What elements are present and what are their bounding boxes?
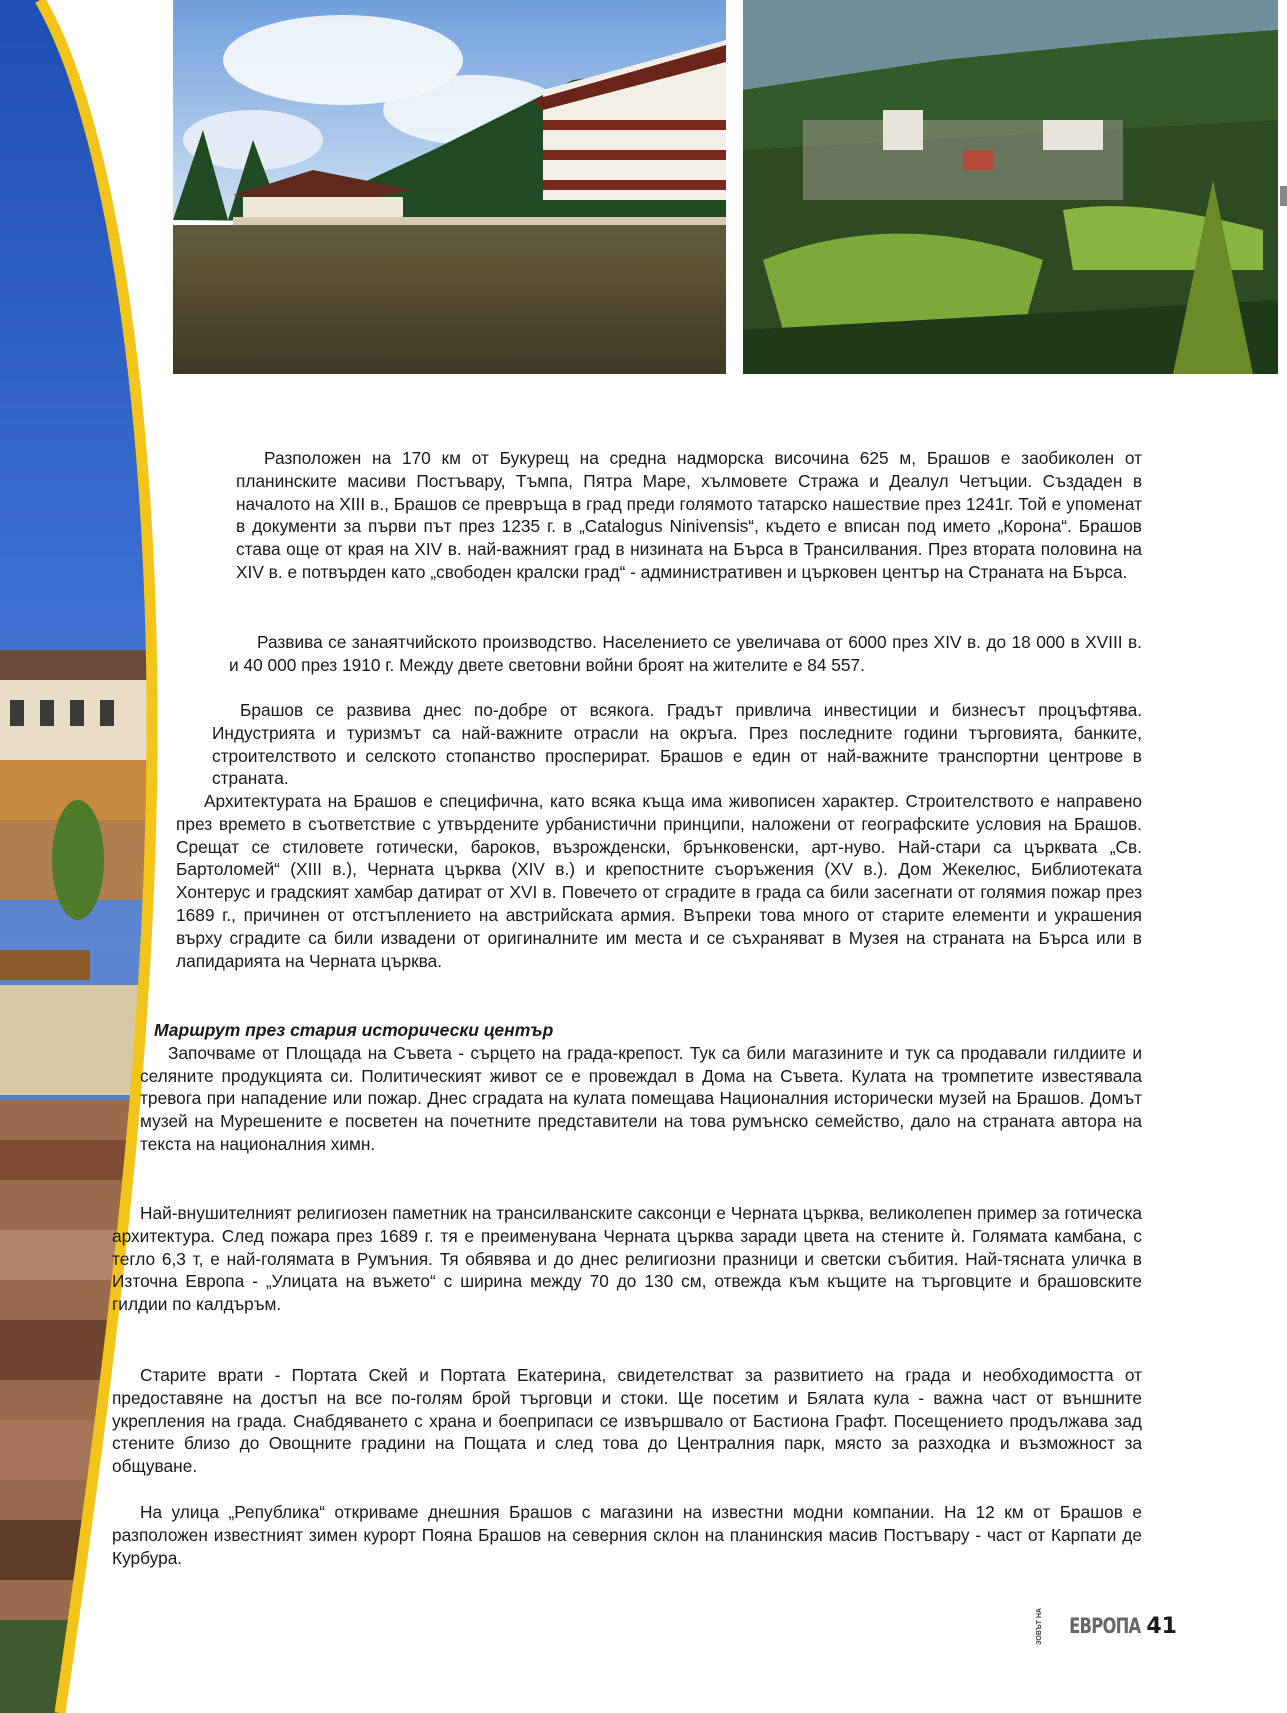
paragraph-architecture: Архитектурата на Брашов е специфична, като всяка къща има живописен характер. Строителството е направено през времето в съответствие с утвърдените урбанистични принципи, наложени от географските условия на Брашов. Срещат се стиловете готически, бароков, възрожденски, брънковенски, арт-нуво. Най-стари са църквата „Св. Бартоломей“ (XIII в.), Черната църква (XIV в.) и крепостните съоръжения (XV в.). Дом Жекелюс, Библиотеката Хонтерус и градският хамбар датират от XVI в. Повечето от сградите в града са били засегнати от голямия пожар през 1689 г., причинен от отстъплението на австрийската армия. Въпреки това много от старите елементи и украшения върху сградите са били извадени от оригиналните им места и се съхраняват в Музея на страната на Бърса или в лапидарията на Черната църква. (176, 791, 1142, 971)
paragraph-population: Развива се занаятчийското производство. Населението се увеличава от 6000 през XIV в. до 18 000 в XVIII в. и 40 000 през 1910 г. Между двете световни войни броят на жителите е 84 557. (229, 632, 1142, 675)
paragraph-old-gates: Старите врати - Портата Скей и Портата Екатерина, свидетелстват за развитието на града и необходимостта от предоставяне на достъп на все по-голям брой търговци и стоки. Ще посетим и Бялата кула - важна част от външните укрепления на града. Снабдяването с храна и боеприпаси се извършвало от Бастиона Графт. Посещението продължава зад стените близо до Овощните градини на Пощата и след това до Централния парк, място за разходка и възможност за общуване. (112, 1365, 1142, 1477)
route-heading: Маршрут през стария исторически център (154, 1020, 554, 1040)
paragraph-black-church: Най-внушителният религиозен паметник на трансилванските саксонци е Черната църква, великолепен пример за готическа архитектура. След пожара през 1689 г. тя е преименувана Черната църква заради цвета на стените ѝ. Голямата камбана, с тегло 6,3 т, е най-голямата в Румъния. Тя обявява и до днес религиозни празници и светски събития. Най-тясната уличка в Източна Европа - „Улицата на въжето“ с ширина между 70 до 130 см, отвежда към къщите на търговците и брашовските гилдии по калдъръм. (112, 1203, 1142, 1315)
page-edge-marker (1280, 186, 1287, 206)
route-section-4 (112, 1501, 1142, 1569)
route-section-3 (112, 1364, 1142, 1478)
magazine-brand-small: ЗОВЪТ НА (1035, 1608, 1043, 1645)
paragraph-economy: Брашов се развива днес по-добре от всякога. Градът привлича инвестиции и бизнесът процъфтява. Индустрията и туризмът са най-важните отрасли на окръга. През последните години търговията, банките, строителството и селското стопанство просперират. Брашов е един от най-важните транспортни центрове в страната. (212, 700, 1142, 789)
lake-hotel-photo (173, 0, 726, 374)
mountain-valley-photo (743, 0, 1278, 374)
article-body-3 (212, 699, 1142, 790)
page-footer (1036, 1608, 1177, 1645)
page-number: 41 (1146, 1613, 1177, 1639)
paragraph-republic-street: На улица „Република“ откриваме днешния Брашов с магазини на известни модни компании. На 12 км от Брашов е разположен известният зимен курорт Пояна Брашов на северния склон на планинския масив Постъвару - част от Карпати де Курбура. (112, 1502, 1142, 1568)
paragraph-intro: Разположен на 170 км от Букурещ на средна надморска височина 625 м, Брашов е заобиколен от планинските масиви Постъвару, Тъмпа, Пятра Маре, хълмовете Стража и Деалул Четъции. Създаден в началото на XIII в., Брашов се превръща в град преди голямото татарско нашествие през 1241г. Той е упоменат в документи за първи път през 1235 г. в „Catalogus Ninivensis“, където е вписан под името „Корона“. Брашов става още от края на XIV в. най-важният град в низината на Бърса в Трансилвания. През втората половина на XIV в. е потвърден като „свободен кралски град“ - административен и църковен център на Страната на Бърса. (236, 448, 1142, 582)
route-section-2 (112, 1202, 1142, 1316)
route-section (140, 1019, 1142, 1156)
article-body-4 (176, 790, 1142, 972)
article-body-2 (229, 631, 1142, 677)
magazine-brand: ЕВРОПА (1069, 1614, 1141, 1639)
paragraph-council-square: Започваме от Площада на Съвета - сърцето на града-крепост. Тук са били магазините и тук са продавали гилдиите и селяните продукцията си. Политическият живот се е провеждал в Дома на Съвета. Кулата на тромпетите известявала тревога при нападение или пожар. Днес сградата на кулата помещава Националния исторически музей на Брашов. Домът музей на Мурешените е посветен на почетните представители на това румънско семейство, дало на страната автора на текста на националния химн. (140, 1042, 1142, 1154)
article-body (236, 447, 1142, 584)
